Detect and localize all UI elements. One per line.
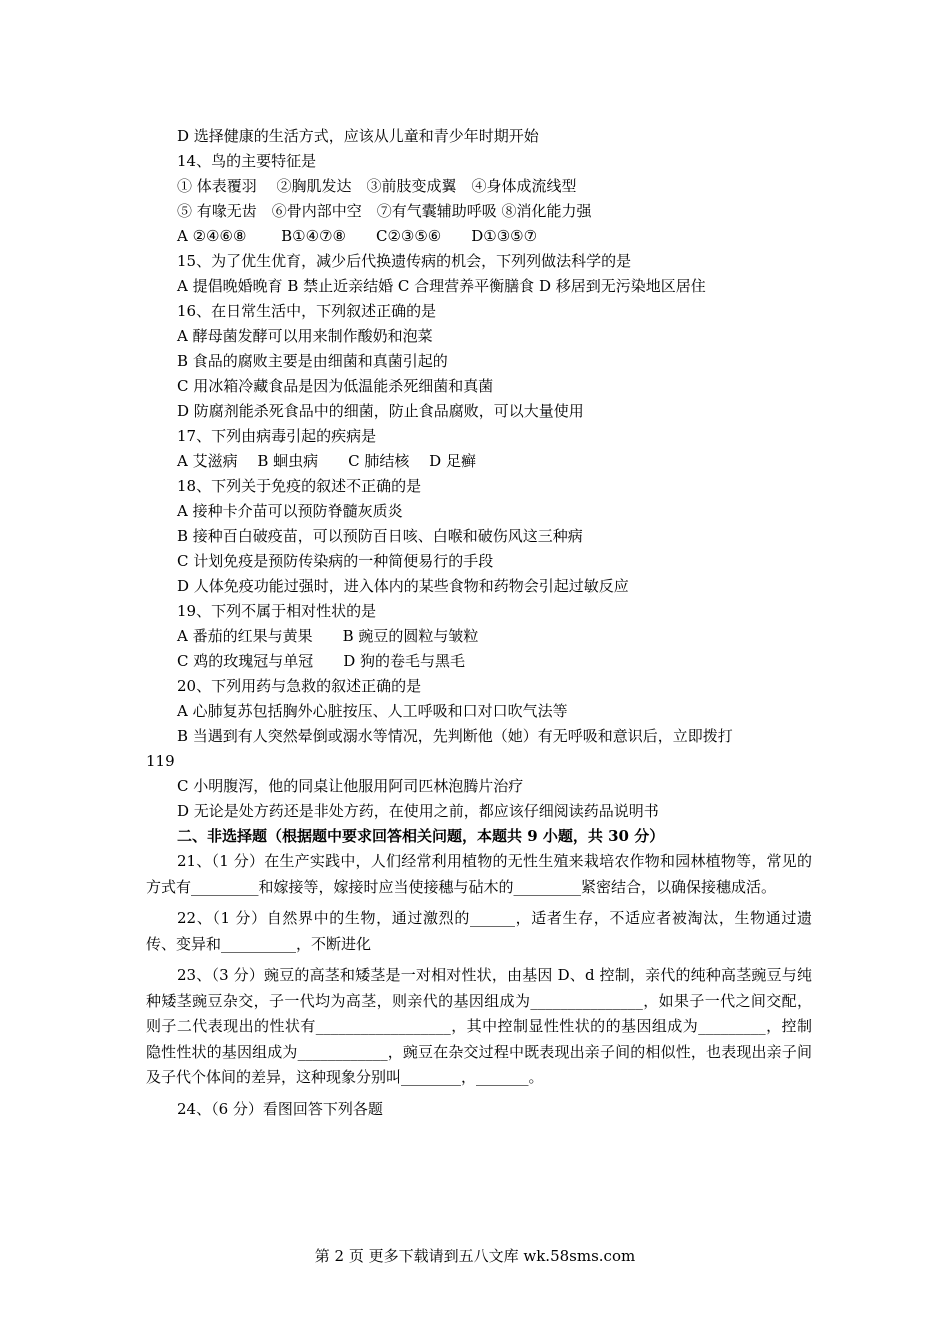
- text-line: D 选择健康的生活方式，应该从儿童和青少年时期开始: [177, 127, 539, 145]
- question-24: 24、（6 分）看图回答下列各题: [177, 1099, 383, 1118]
- text-line: A 提倡晚婚晚育 B 禁止近亲结婚 C 合理营养平衡膳食 D 移居到无污染地区居住: [177, 277, 706, 295]
- text-line: A 酵母菌发酵可以用来制作酸奶和泡菜: [177, 327, 433, 345]
- text-line: 14、鸟的主要特征是: [177, 152, 317, 170]
- text-line: A ②④⑥⑧ B①④⑦⑧ C②③⑤⑥ D①③⑤⑦: [177, 227, 538, 245]
- question-23: 23、（3 分）豌豆的高茎和矮茎是一对相对性状，由基因 D、d 控制，亲代的纯种高茎豌豆与纯种矮茎豌豆杂交，子一代均为高茎，则亲代的基因组成为_______________，如果子一代之间交配，则子二代表现出的性状有__________________，其中控制显性性状的的基因组成为_________，控制隐性性状的基因组成为____________，豌豆在杂交过程中既表现出亲子间的相似性，也表现出亲子间及子代个体间的差异，这种现象分别叫________，_______。: [146, 966, 812, 1086]
- text-line: 17、下列由病毒引起的疾病是: [177, 427, 377, 445]
- text-line: ⑤ 有喙无齿 ⑥骨内部中空 ⑦有气囊辅助呼吸 ⑧消化能力强: [177, 202, 592, 220]
- section-heading: 二、非选择题（根据题中要求回答相关问题，本题共 9 小题，共 30 分）: [177, 827, 665, 845]
- text-line: C 用冰箱冷藏食品是因为低温能杀死细菌和真菌: [177, 377, 494, 395]
- text-line: B 食品的腐败主要是由细菌和真菌引起的: [177, 352, 448, 370]
- text-line: 15、为了优生优育，减少后代换遗传病的机会，下列列做法科学的是: [177, 252, 632, 270]
- text-line: ① 体表覆羽 ②胸肌发达 ③前肢变成翼 ④身体成流线型: [177, 177, 577, 195]
- text-line: A 接种卡介苗可以预防脊髓灰质炎: [177, 502, 403, 520]
- text-line: C 鸡的玫瑰冠与单冠 D 狗的卷毛与黑毛: [177, 652, 466, 670]
- question-lines-continued: [146, 774, 812, 824]
- text-line: A 番茄的红果与黄果 B 豌豆的圆粒与皱粒: [177, 627, 479, 645]
- text-line: A 艾滋病 B 蛔虫病 C 肺结核 D 足癣: [177, 452, 476, 470]
- question-lines: [146, 124, 812, 749]
- question-21: 21、（1 分）在生产实践中，人们经常利用植物的无性生殖来栽培农作物和园林植物等，常见的方式有_________和嫁接等，嫁接时应当使接穗与砧木的_________紧密结合，以确保接穗成活。: [146, 852, 812, 896]
- text-line: 16、在日常生活中，下列叙述正确的是: [177, 302, 437, 320]
- text-line: 18、下列关于免疫的叙述不正确的是: [177, 477, 422, 495]
- text-line: D 人体免疫功能过强时，进入体内的某些食物和药物会引起过敏反应: [177, 577, 629, 595]
- page-footer: 第 2 页 更多下载请到五八文库 wk.58sms.com: [314, 1247, 636, 1265]
- text-line: C 计划免疫是预防传染病的一种简便易行的手段: [177, 552, 494, 570]
- text-line: A 心肺复苏包括胸外心脏按压、人工呼吸和口对口吹气法等: [177, 702, 568, 720]
- page-content: [146, 124, 812, 1122]
- wrapped-number-line: 119: [146, 752, 175, 770]
- text-line: C 小明腹泻，他的同桌让他服用阿司匹林泡腾片治疗: [177, 777, 524, 795]
- text-line: D 无论是处方药还是非处方药，在使用之前，都应该仔细阅读药品说明书: [177, 802, 659, 820]
- text-line: 19、下列不属于相对性状的是: [177, 602, 377, 620]
- text-line: B 当遇到有人突然晕倒或溺水等情况，先判断他（她）有无呼吸和意识后，立即拨打: [177, 727, 733, 745]
- text-line: D 防腐剂能杀死食品中的细菌，防止食品腐败，可以大量使用: [177, 402, 584, 420]
- text-line: 20、下列用药与急救的叙述正确的是: [177, 677, 422, 695]
- text-line: B 接种百白破疫苗，可以预防百日咳、白喉和破伤风这三种病: [177, 527, 583, 545]
- question-22: 22、（1 分）自然界中的生物，通过激烈的______，适者生存，不适应者被淘汰，生物通过遗传、变异和__________，不断进化: [146, 909, 812, 953]
